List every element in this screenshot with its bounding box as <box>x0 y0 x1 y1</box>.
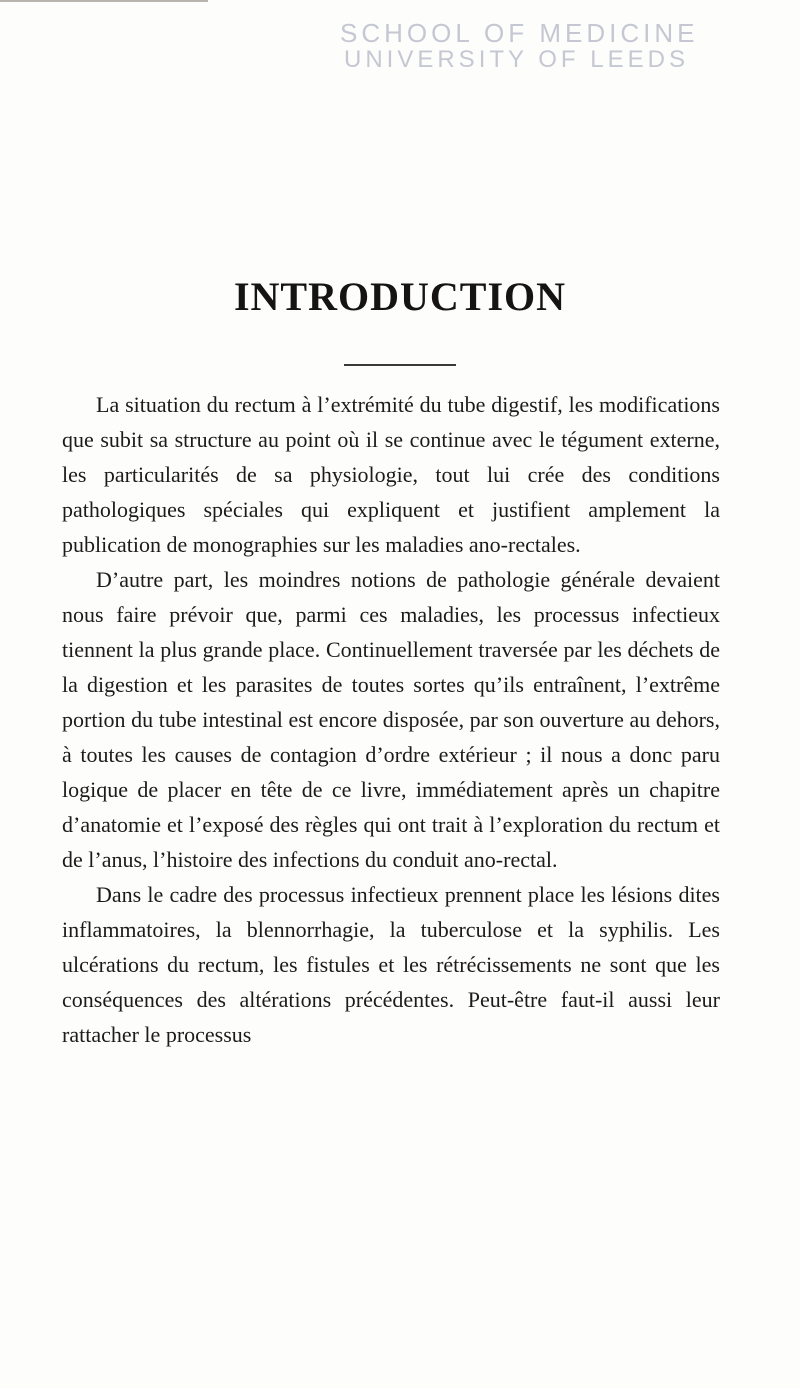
stamp-line-school: SCHOOL OF MEDICINE <box>340 18 699 48</box>
stamp-line-university: UNIVERSITY OF LEEDS <box>344 46 689 74</box>
paragraph: La situation du rectum à l’extrémité du tube digestif, les modifications que subit sa structure au point où il se continue avec le tégument externe, les particularités de sa physiologie, tout lui crée des conditions pathologiques spéciales qui expliquent et justifient amplement la publication de monographies sur les maladies ano-rectales. <box>62 392 720 557</box>
paragraph: D’autre part, les moindres notions de pathologie générale devaient nous faire prévoir que, parmi ces maladies, les processus infectieux tiennent la plus grande place. Continuellement traversée par les déchets de la digestion et les parasites de toutes sortes qu’ils entraînent, l’extrême portion du tube intestinal est encore disposée, par son ouverture au dehors, à toutes les causes de contagion d’ordre extérieur ; il nous a donc paru logique de placer en tête de ce livre, immédiatement après un chapitre d’anatomie et l’exposé des règles qui ont trait à l’exploration du rectum et de l’anus, l’histoire des infections du conduit ano-rectal. <box>62 567 720 872</box>
top-edge-rule <box>0 0 208 2</box>
library-stamp <box>340 18 699 74</box>
page-title: INTRODUCTION <box>233 274 567 319</box>
paragraph: Dans le cadre des processus infectieux prennent place les lésions dites inflammatoires, la blennorrhagie, la tuberculose et la syphilis. Les ulcérations du rectum, les fistules et les rétrécissements ne sont que les conséquences des altérations précédentes. Peut-être faut-il aussi leur rattacher le processus <box>62 882 720 1047</box>
title-divider <box>344 364 456 366</box>
body-text <box>62 387 720 1052</box>
